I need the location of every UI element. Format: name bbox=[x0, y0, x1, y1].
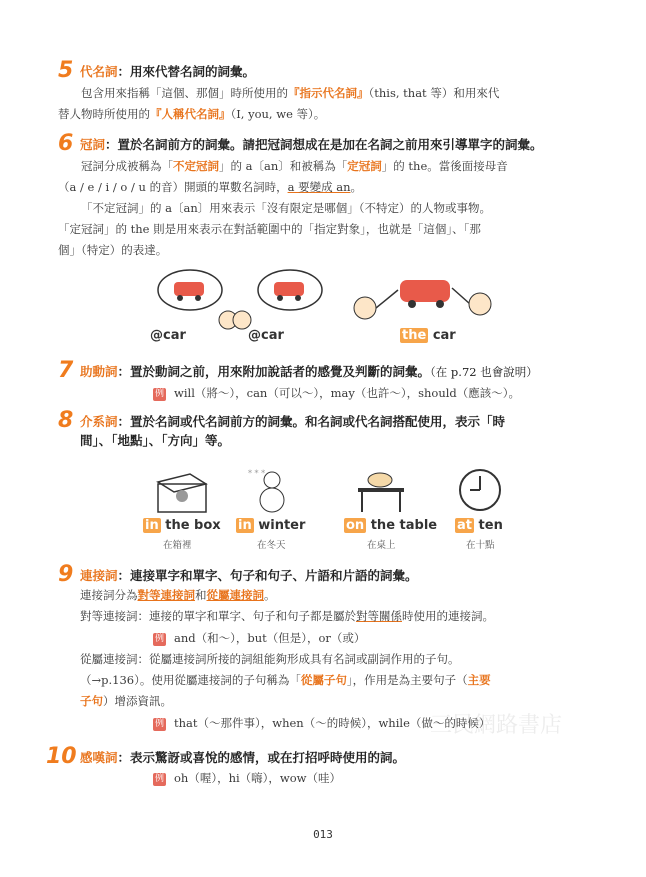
prep-caption-1: 在箱裡 bbox=[163, 540, 192, 551]
svg-text:* * *: * * * bbox=[248, 469, 266, 478]
section-heading: 冠詞：置於名詞前方的詞彙。請把冠詞想成在是加在名詞之前用來引導單字的詞彙。 bbox=[80, 137, 543, 152]
section-heading: 感嘆詞：表示驚訝或喜悅的感情，或在打招呼時使用的詞。 bbox=[80, 750, 406, 765]
section-number: 10 bbox=[46, 744, 77, 769]
article-illustration bbox=[150, 268, 530, 338]
section-7-auxiliary bbox=[58, 358, 588, 404]
prep-label-3: on the table bbox=[346, 518, 438, 533]
prep-label-1: in the box bbox=[145, 518, 221, 533]
label-a-car-2: @car bbox=[248, 328, 284, 343]
example-line: 例 oh（喔），hi（嗨），wow（哇） bbox=[154, 771, 342, 785]
section-heading: 介系詞：置於名詞或代名詞前方的詞彙。和名詞或代名詞搭配使用，表示「時 間」、「地點」、「方向」等。 bbox=[80, 414, 506, 448]
section-heading: 連接詞：連接單字和單字、句子和句子、片語和片語的詞彙。 bbox=[80, 568, 418, 583]
person-icon bbox=[469, 293, 491, 315]
section-10-interjection bbox=[46, 744, 588, 789]
car-icon bbox=[174, 282, 204, 296]
example-line: 例 will（將～），can（可以～），may（也許～），should（應該～）。 bbox=[154, 386, 521, 400]
prep-label-2: in winter bbox=[238, 518, 306, 533]
prep-caption-4: 在十點 bbox=[466, 540, 495, 551]
paragraph: 對等連接詞：連接的單字和單字、句子和句子都是屬於對等關係時使用的連接詞。 bbox=[80, 609, 494, 623]
prep-label-4: at ten bbox=[457, 518, 503, 533]
paragraph: 「定冠詞」的 the 則是用來表示在對話範圍中的「指定對象」，也就是「這個」、「那 bbox=[58, 222, 481, 236]
section-6-article bbox=[58, 131, 588, 261]
example-badge: 例 bbox=[154, 718, 164, 729]
section-number: 5 bbox=[58, 58, 74, 83]
paragraph: （a / e / i / o / u 的音）開頭的單數名詞時，a 要變成 an。 bbox=[58, 180, 363, 194]
page-number: 013 bbox=[313, 828, 333, 841]
section-number: 7 bbox=[58, 358, 74, 383]
section-number: 8 bbox=[58, 408, 74, 433]
paragraph: 個」（特定）的表達。 bbox=[58, 243, 168, 257]
section-5-pronoun bbox=[58, 58, 588, 125]
prep-caption-3: 在桌上 bbox=[367, 540, 396, 551]
paragraph: 子句）增添資訊。 bbox=[80, 694, 172, 708]
prep-caption-2: 在冬天 bbox=[257, 540, 286, 551]
car-icon bbox=[274, 282, 304, 296]
example-badge: 例 bbox=[154, 388, 164, 399]
example-line: 例 and（和～），but（但是），or（或） bbox=[154, 631, 366, 645]
section-heading: 助動詞：置於動詞之前，用來附加說話者的感覺及判斷的詞彙。（在 p.72 也會說明） bbox=[80, 364, 538, 379]
example-badge: 例 bbox=[154, 773, 164, 784]
section-number: 6 bbox=[58, 131, 74, 156]
label-a-car-1: @car bbox=[150, 328, 186, 343]
section-number: 9 bbox=[58, 562, 74, 587]
car-icon bbox=[400, 280, 450, 302]
person-icon bbox=[354, 297, 376, 319]
label-the-car: the car bbox=[402, 328, 456, 343]
paragraph: 連接詞分為對等連接詞和從屬連接詞。 bbox=[80, 588, 276, 602]
paragraph: 「不定冠詞」的 a〔an〕用來表示「沒有限定是哪個」（不特定）的人物或事物。 bbox=[81, 201, 492, 215]
paragraph: 包含用來指稱「這個、那個」時所使用的『指示代名詞』（this, that 等）和用來代 替人物時所使用的『人稱代名詞』（I, you, we 等）。 bbox=[58, 86, 500, 121]
example-line: 例 that（～那件事），when（～的時候），while（做～的時候） bbox=[154, 716, 491, 730]
table-icon bbox=[358, 488, 404, 492]
section-heading: 代名詞：用來代替名詞的詞彙。 bbox=[80, 64, 256, 79]
paragraph: 從屬連接詞：從屬連接詞所接的詞組能夠形成具有名詞或副詞作用的子句。 bbox=[80, 652, 460, 666]
paragraph: 冠詞分成被稱為「不定冠詞」的 a〔an〕和被稱為「定冠詞」的 the。當後面接母音 bbox=[81, 159, 508, 173]
paragraph: （→p.136）。使用從屬連接詞的子句稱為「從屬子句」，作用是為主要句子（主要 bbox=[80, 673, 491, 687]
cat-icon bbox=[368, 473, 392, 487]
watermark: 三民網路書店 bbox=[430, 713, 563, 738]
person-icon bbox=[233, 311, 251, 329]
example-badge: 例 bbox=[154, 633, 164, 644]
section-8-preposition bbox=[58, 408, 588, 450]
snowman-icon bbox=[264, 472, 280, 488]
preposition-illustration bbox=[150, 462, 520, 516]
